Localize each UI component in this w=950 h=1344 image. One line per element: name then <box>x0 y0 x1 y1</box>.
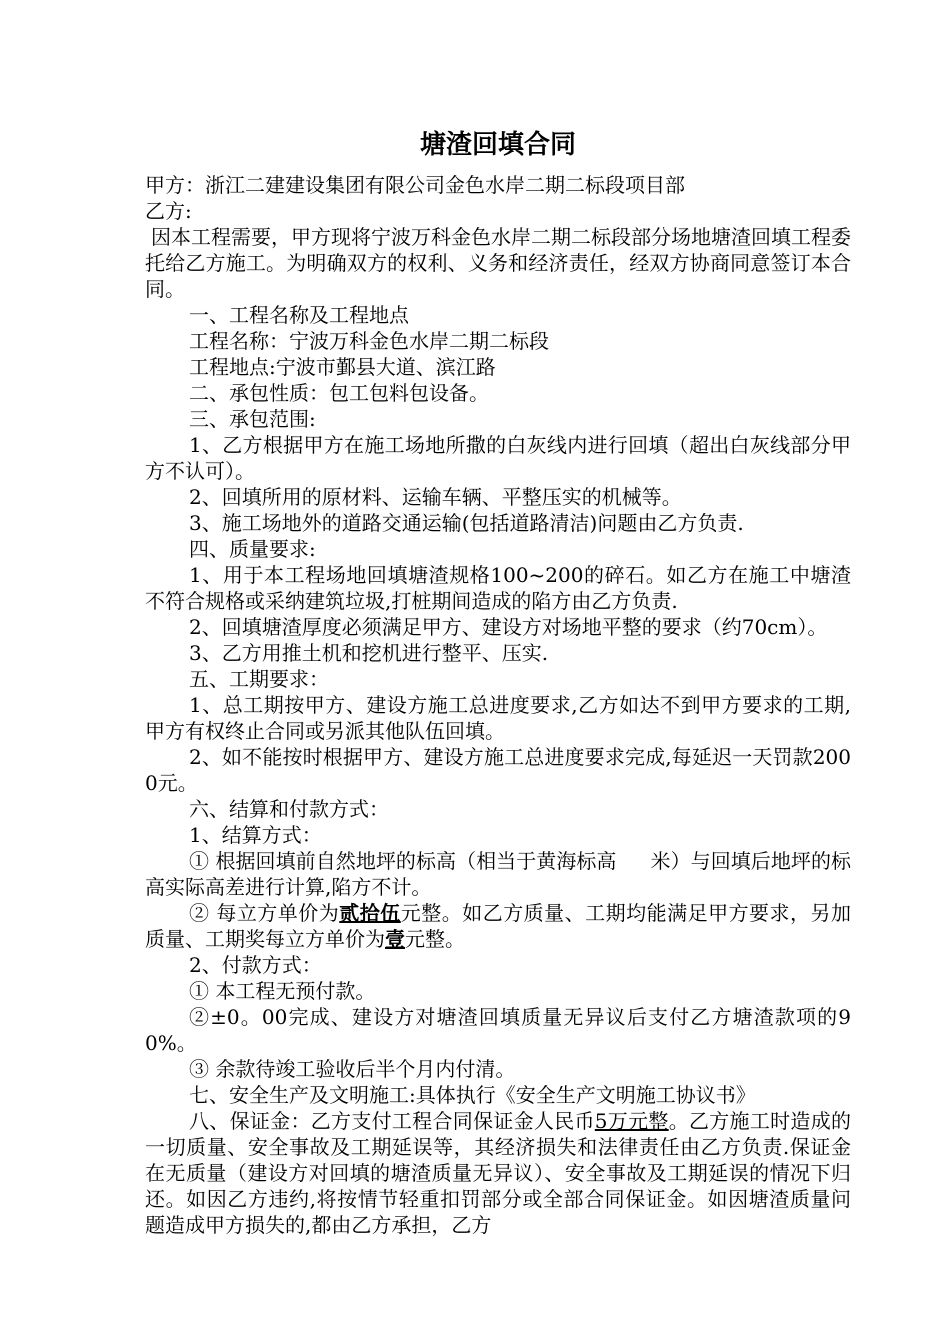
deposit-post: 。乙方施工时造成的一切质量、安全事故及工期延误等，其经济损失和法律责任由乙方负责.保证金在无质量（建设方对回填的塘渣质量无异议）、安全事故及工期延误的情况下归还。如因乙方违约,将按情节轻重扣罚部分或全部合同保证金。如因塘渣质量问题造成甲方损失的,都由乙方承担，乙方 <box>145 1109 852 1237</box>
document-title: 塘渣回填合同 <box>419 130 576 160</box>
section-1-heading: 一、工程名称及工程地点 <box>189 303 409 327</box>
party-b: 乙方: <box>145 199 192 223</box>
quality-item-1: 1、用于本工程场地回填塘渣规格100~200的碎石。如乙方在施工中塘渣不符合规格或采纳建筑垃圾,打桩期间造成的陷方由乙方负责. <box>145 563 851 613</box>
bonus-price-amount: 壹 <box>385 927 405 951</box>
payment-item-c: ③ 余款待竣工验收后半个月内付清。 <box>189 1057 516 1081</box>
party-a: 甲方：浙江二建建设集团有限公司金色水岸二期二标段项目部 <box>145 173 685 197</box>
settlement-method-heading: 1、结算方式： <box>189 823 322 847</box>
deposit-amount: 5万元整 <box>594 1109 669 1133</box>
project-location: 工程地点:宁波市鄞县大道、滨江路 <box>189 355 496 379</box>
section-3-heading: 三、承包范围: <box>189 407 316 431</box>
payment-item-a: ① 本工程无预付款。 <box>189 979 376 1003</box>
section-4-heading: 四、质量要求: <box>189 537 316 561</box>
unit-price-amount: 贰拾伍 <box>339 901 401 925</box>
section-2-contract-nature: 二、承包性质：包工包料包设备。 <box>189 381 489 405</box>
section-6-heading: 六、结算和付款方式： <box>189 797 389 821</box>
scope-item-3: 3、施工场地外的道路交通运输(包括道路清洁)问题由乙方负责. <box>189 511 744 535</box>
schedule-item-2: 2、如不能按时根据甲方、建设方施工总进度要求完成,每延迟一天罚款2000元。 <box>145 745 851 795</box>
settlement-item-b-pre: ② 每立方单价为 <box>189 901 340 925</box>
payment-item-b: ②±0。00完成、建设方对塘渣回填质量无异议后支付乙方塘渣款项的90%。 <box>145 1005 851 1055</box>
section-5-heading: 五、工期要求： <box>189 667 329 691</box>
deposit-pre: 八、保证金：乙方支付工程合同保证金人民币 <box>189 1109 595 1133</box>
settlement-item-b-post: 元整。 <box>405 927 465 951</box>
quality-item-3: 3、乙方用推土机和挖机进行整平、压实. <box>189 641 549 665</box>
settlement-item-a <box>145 848 851 900</box>
contract-page <box>145 128 851 1238</box>
settlement-item-a-post: 米）与回填后地坪的标高实际高差进行计算,陷方不计。 <box>145 849 852 899</box>
project-name: 工程名称：宁波万科金色水岸二期二标段 <box>189 329 549 353</box>
settlement-item-b <box>145 900 851 952</box>
scope-item-2: 2、回填所用的原材料、运输车辆、平整压实的机械等。 <box>189 485 682 509</box>
section-8-deposit <box>145 1108 851 1238</box>
settlement-item-a-pre: ① 根据回填前自然地坪的标高（相当于黄海标高 <box>189 849 617 873</box>
payment-method-heading: 2、付款方式： <box>189 953 322 977</box>
settlement-item-b-mid: 元整。如乙方质量、工期均能满足甲方要求，另加质量、工期奖每立方单价为 <box>145 901 852 951</box>
intro-paragraph: 因本工程需要，甲方现将宁波万科金色水岸二期二标段部分场地塘渣回填工程委托给乙方施工。为明确双方的权利、义务和经济责任，经双方协商同意签订本合同。 <box>145 225 851 301</box>
quality-item-2: 2、回填塘渣厚度必须满足甲方、建设方对场地平整的要求（约70cm）。 <box>189 615 828 639</box>
scope-item-1: 1、乙方根据甲方在施工场地所撒的白灰线内进行回填（超出白灰线部分甲方不认可）。 <box>145 433 851 483</box>
schedule-item-1: 1、总工期按甲方、建设方施工总进度要求,乙方如达不到甲方要求的工期,甲方有权终止合同或另派其他队伍回填。 <box>145 693 851 743</box>
section-7-safety: 七、安全生产及文明施工:具体执行《安全生产文明施工协议书》 <box>189 1083 756 1107</box>
